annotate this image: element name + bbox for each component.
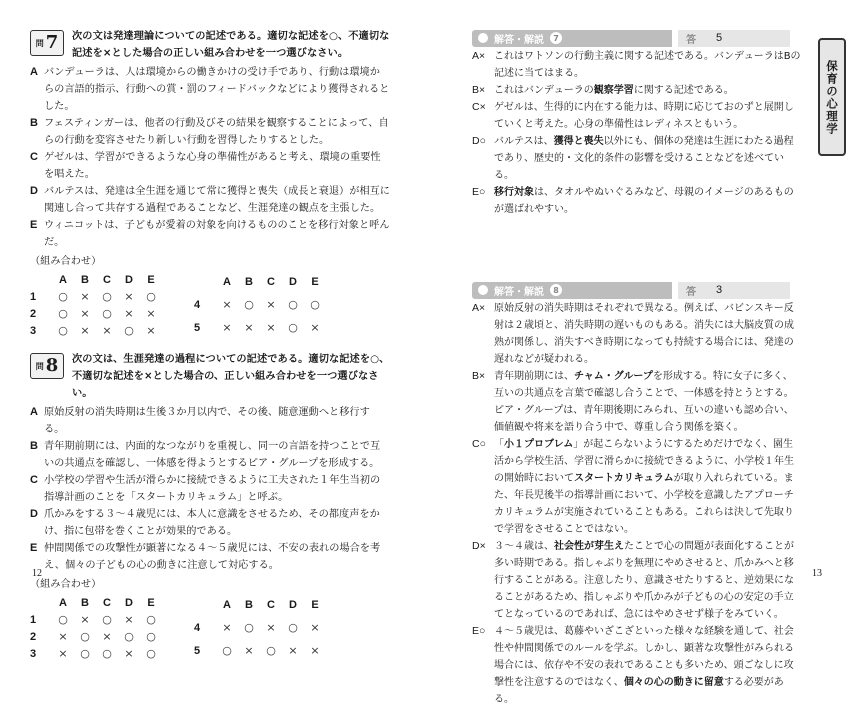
choice-number: 5 xyxy=(194,321,201,334)
explanation-text: 青年期前期には、チャム・グループを形成する。特に女子に多く、互いの共通点を言葉で確認し合うことで、一体感を持とうとする。ピア・グループは、青年期後期にみられ、互いの違いも認め合い、価値観や将来を語り合う中で、尊重し合う関係を築く。 xyxy=(494,371,794,433)
mark-cell: ○ xyxy=(146,647,156,660)
mark-cell: ○ xyxy=(266,644,276,658)
option-label: E xyxy=(30,219,38,231)
mark-cell: × xyxy=(80,613,90,626)
option-label: E xyxy=(30,542,38,554)
column-header: A xyxy=(223,276,231,289)
column-header: B xyxy=(245,276,253,289)
answer-tag-label: 解答・解説 xyxy=(494,286,544,298)
explanation-label: B× xyxy=(472,370,486,382)
mark-cell: ○ xyxy=(310,298,320,312)
chapter-title: 保育の心理学 xyxy=(825,59,839,135)
explanation-item xyxy=(472,538,802,623)
mark-cell: ○ xyxy=(80,647,90,660)
explanation-item xyxy=(472,82,802,99)
explanation-label: C○ xyxy=(472,438,486,450)
column-header: D xyxy=(289,276,297,289)
column-header: B xyxy=(81,596,89,609)
option-d xyxy=(30,183,390,217)
mark-cell: ○ xyxy=(288,321,298,335)
option-d xyxy=(30,506,390,540)
combination-row xyxy=(194,316,326,339)
choice-number: 4 xyxy=(194,298,201,311)
combination-row xyxy=(30,322,162,339)
mark-cell: ○ xyxy=(222,644,232,658)
combination-title: （組み合わせ） xyxy=(30,579,102,590)
question-word: 問 xyxy=(35,361,44,371)
question-8-combination-table xyxy=(30,594,390,662)
mark-cell: × xyxy=(244,644,254,658)
question-7-stem: 次の文は発達理論についての記述である。適切な記述を○、不適切な記述を×とした場合の正しい組み合わせを一つ選びなさい。 xyxy=(72,31,390,59)
option-c xyxy=(30,149,390,183)
option-text: 仲間関係での攻撃性が顕著になる４～５歳児には、不安の表れの場合を考え、個々の子どもの心の動きに注意して対応する。 xyxy=(44,543,381,571)
column-header: E xyxy=(311,276,319,289)
mark-cell: × xyxy=(124,647,134,660)
option-label: B xyxy=(30,440,38,452)
mark-cell: × xyxy=(146,307,156,320)
column-header: A xyxy=(223,599,231,612)
combination-row xyxy=(194,294,326,317)
question-8 xyxy=(30,351,390,662)
question-number: 8 xyxy=(45,355,59,376)
mark-cell: ○ xyxy=(124,324,134,337)
mark-cell: × xyxy=(222,298,232,312)
column-header: E xyxy=(147,596,155,609)
answer-key-value: 3 xyxy=(716,284,723,296)
mark-cell: ○ xyxy=(102,307,112,320)
mark-cell: × xyxy=(124,613,134,626)
explanation-item xyxy=(472,133,802,184)
mark-cell: × xyxy=(102,324,112,337)
option-text: 原始反射の消失時期は生後３か月以内で、その後、随意運動へと移行する。 xyxy=(44,407,370,435)
option-label: C xyxy=(30,151,38,163)
combination-subtable xyxy=(194,594,326,662)
question-7-options xyxy=(30,64,390,251)
answer-explanation-tag xyxy=(472,30,672,47)
choice-number: 3 xyxy=(30,324,37,337)
explanation-label: A× xyxy=(472,50,486,62)
mark-cell: × xyxy=(310,644,320,658)
answer-number: 8 xyxy=(550,284,562,296)
question-number: 7 xyxy=(45,32,59,53)
column-header: C xyxy=(103,596,111,609)
mark-cell: ○ xyxy=(124,630,134,643)
right-page xyxy=(472,28,802,708)
option-text: フェスティンガーは、他者の行動及びその結果を観察することによって、自らの行動を変容させたり新しい行動を習得したりするとした。 xyxy=(44,118,389,146)
option-text: 爪かみをする３～４歳児には、本人に意識をさせるため、その都度声をかけ、指に包帯を巻くことが効果的である。 xyxy=(44,509,380,537)
column-header: E xyxy=(311,599,319,612)
page-number-left: 12 xyxy=(32,568,42,579)
option-text: バルテスは、発達は全生涯を通じて常に獲得と喪失（成長と衰退）が相互に関連し合って共存する過程であることなど、生涯発達の観点を主張した。 xyxy=(44,186,390,214)
option-label: D xyxy=(30,508,38,520)
answer-key xyxy=(678,30,790,47)
answer-8-header xyxy=(472,280,802,300)
mark-cell: × xyxy=(244,321,254,335)
explanation-text: 「小１プロブレム」が起こらないようにするためだけでなく、園生活から学校生活、学習に滑らかに接続できるように、小学校１年生の開始時においてスタートカリキュラムが取り入れられている。また、年長児後半の指導計画において、小学校を意識したアプローチカリキュラムが実施されていることもある。これらは決して先取りで学習をさせることではない。 xyxy=(494,439,794,535)
explanation-text: 原始反射の消失時期はそれぞれで異なる。例えば、バビンスキー反射は２歳頃と、消失時期の遅いものもある。消失には大脳皮質の成熟が関係し、消失すべき時期になっても持続する場合には、発達の遅れなどが疑われる。 xyxy=(494,303,794,365)
mark-cell: × xyxy=(58,630,68,643)
option-b xyxy=(30,438,390,472)
option-label: D xyxy=(30,185,38,197)
option-text: 青年期前期には、内面的なつながりを重視し、同一の言語を持つことで互いの共通点を確認し、一体感を得ようとするピア・グループを形成する。 xyxy=(44,441,381,469)
choice-number: 2 xyxy=(30,307,37,320)
left-page xyxy=(30,28,390,662)
mark-cell: ○ xyxy=(244,298,254,312)
answer-8-section xyxy=(472,280,802,708)
mark-cell: × xyxy=(266,298,276,312)
column-header: C xyxy=(267,599,275,612)
answer-key-value: 5 xyxy=(716,32,723,44)
answer-7-section xyxy=(472,28,802,218)
mark-cell: ○ xyxy=(146,290,156,303)
mark-cell: × xyxy=(288,644,298,658)
mark-cell: × xyxy=(310,621,320,635)
mark-cell: ○ xyxy=(102,613,112,626)
column-header: E xyxy=(147,273,155,286)
mark-cell: × xyxy=(124,290,134,303)
combination-subtable xyxy=(30,271,162,339)
option-text: バンデューラは、人は環境からの働きかけの受け手であり、行動は環境からの言語的指示、行動への賞・罰のフィードバックなどにより獲得されるとした。 xyxy=(44,67,390,112)
option-b xyxy=(30,115,390,149)
answer-7-header xyxy=(472,28,802,48)
choice-number: 3 xyxy=(30,647,37,660)
answer-number: 7 xyxy=(550,32,562,44)
explanation-label: D○ xyxy=(472,135,486,147)
explanation-item xyxy=(472,623,802,708)
column-header: D xyxy=(289,599,297,612)
explanation-item xyxy=(472,184,802,218)
explanation-item xyxy=(472,368,802,436)
option-label: B xyxy=(30,117,38,129)
header-blank xyxy=(30,594,52,611)
column-header: D xyxy=(125,596,133,609)
mark-cell: ○ xyxy=(102,290,112,303)
explanation-text: これはワトソンの行動主義に関する記述である。バンデューラはBの記述に当てはまる。 xyxy=(494,51,801,79)
question-8-stem: 次の文は、生涯発達の過程についての記述である。適切な記述を○、不適切な記述を×とした場合の、正しい組み合わせを一つ選びなさい。 xyxy=(72,354,390,399)
mark-cell: ○ xyxy=(244,621,254,635)
choice-number: 1 xyxy=(30,613,37,626)
explanation-text: バルテスは、獲得と喪失以外にも、個体の発達は生涯にわたる過程であり、歴史的・文化的条件の影響を受けることなどを述べている。 xyxy=(494,136,794,181)
mark-cell: ○ xyxy=(80,630,90,643)
mark-cell: ○ xyxy=(58,307,68,320)
choice-number: 4 xyxy=(194,621,201,634)
combination-subtable xyxy=(194,271,326,339)
mark-cell: × xyxy=(58,647,68,660)
mark-cell: × xyxy=(80,307,90,320)
explanation-label: E○ xyxy=(472,625,486,637)
answer-explanation-tag xyxy=(472,282,672,299)
explanation-label: E○ xyxy=(472,186,486,198)
mark-cell: × xyxy=(310,321,320,335)
mark-cell: × xyxy=(266,321,276,335)
mark-cell: × xyxy=(102,630,112,643)
option-text: ゲゼルは、学習ができるような心身の準備性があると考え、環境の重要性を唱えた。 xyxy=(44,152,381,180)
explanation-item xyxy=(472,436,802,538)
option-a xyxy=(30,404,390,438)
mark-cell: ○ xyxy=(288,298,298,312)
explanation-label: D× xyxy=(472,540,486,552)
combination-row xyxy=(30,305,162,322)
question-7 xyxy=(30,28,390,339)
option-label: A xyxy=(30,66,38,78)
mark-cell: × xyxy=(124,307,134,320)
answer-7-explanations xyxy=(472,48,802,218)
combination-row xyxy=(30,288,162,305)
mark-cell: × xyxy=(80,290,90,303)
mark-cell: × xyxy=(146,324,156,337)
mark-cell: ○ xyxy=(146,613,156,626)
explanation-text: 移行対象は、タオルやぬいぐるみなど、母親のイメージのあるものが選ばれやすい。 xyxy=(494,187,794,215)
mark-cell: × xyxy=(222,321,232,335)
explanation-label: A× xyxy=(472,302,486,314)
answer-8-explanations xyxy=(472,300,802,708)
header-blank xyxy=(194,594,216,617)
mark-cell: ○ xyxy=(146,630,156,643)
question-8-options xyxy=(30,404,390,574)
explanation-text: ３～４歳は、社会性が芽生えたことで心の問題が表面化することが多い時期である。指しゃぶりを無理にやめさせると、爪かみへと移行することがある。注意したり、意識させたりすると、逆効果になることがあるため、指しゃぶりや爪かみが子どもの心の安定の手立てとなっているのであれば、急にはやめさせず様子をみていく。 xyxy=(494,541,794,620)
explanation-item xyxy=(472,48,802,82)
mark-cell: ○ xyxy=(58,324,68,337)
option-e xyxy=(30,217,390,251)
answer-key-label: 答 xyxy=(686,286,696,298)
option-a xyxy=(30,64,390,115)
pencil-icon xyxy=(478,285,488,295)
mark-cell: ○ xyxy=(58,290,68,303)
option-label: C xyxy=(30,474,38,486)
header-blank xyxy=(194,271,216,294)
answer-tag-label: 解答・解説 xyxy=(494,34,544,46)
explanation-text: ４～５歳児は、葛藤やいざこざといった様々な経験を通して、社会性や仲間関係でのルールを学ぶ。しかし、顕著な攻撃性がみられる場合には、依存や不安の表れであることも多いため、頭ごなしに攻撃性を注意するのではなく、個々の心の動きに留意する必要がある。 xyxy=(494,626,794,705)
explanation-item xyxy=(472,99,802,133)
option-c xyxy=(30,472,390,506)
choice-number: 2 xyxy=(30,630,37,643)
combination-row xyxy=(30,645,162,662)
question-7-badge xyxy=(30,30,64,56)
explanation-text: ゲゼルは、生得的に内在する能力は、時期に応じておのずと展開していくと考えた。心身の準備性はレディネスともいう。 xyxy=(494,102,794,130)
mark-cell: × xyxy=(266,621,276,635)
column-header: C xyxy=(267,276,275,289)
answer-key xyxy=(678,282,790,299)
chapter-side-tab xyxy=(818,38,846,156)
option-label: A xyxy=(30,406,38,418)
option-e xyxy=(30,540,390,574)
mark-cell: ○ xyxy=(58,613,68,626)
pencil-icon xyxy=(478,33,488,43)
explanation-label: C× xyxy=(472,101,486,113)
header-blank xyxy=(30,271,52,288)
combination-row xyxy=(30,611,162,628)
explanation-text: これはバンデューラの観察学習に関する記述である。 xyxy=(494,85,734,96)
column-header: C xyxy=(103,273,111,286)
mark-cell: × xyxy=(222,621,232,635)
explanation-item xyxy=(472,300,802,368)
combination-row xyxy=(194,639,326,662)
column-header: A xyxy=(59,596,67,609)
choice-number: 1 xyxy=(30,290,37,303)
column-header: B xyxy=(81,273,89,286)
combination-row xyxy=(30,628,162,645)
combination-row xyxy=(194,617,326,640)
mark-cell: ○ xyxy=(102,647,112,660)
column-header: D xyxy=(125,273,133,286)
answer-key-label: 答 xyxy=(686,34,696,46)
option-text: ウィニコットは、子どもが愛着の対象を向けるもののことを移行対象と呼んだ。 xyxy=(44,220,390,248)
combination-title: （組み合わせ） xyxy=(30,256,102,267)
page-number-right: 13 xyxy=(812,568,822,579)
combination-subtable xyxy=(30,594,162,662)
explanation-label: B× xyxy=(472,84,486,96)
mark-cell: ○ xyxy=(288,621,298,635)
option-text: 小学校の学習や生活が滑らかに接続できるように工夫された１年生当初の指導計画のことを「スタートカリキュラム」と呼ぶ。 xyxy=(44,475,381,503)
choice-number: 5 xyxy=(194,644,201,657)
column-header: A xyxy=(59,273,67,286)
column-header: B xyxy=(245,599,253,612)
mark-cell: × xyxy=(80,324,90,337)
question-word: 問 xyxy=(35,38,44,48)
question-8-badge xyxy=(30,353,64,379)
question-7-combination-table xyxy=(30,271,390,339)
